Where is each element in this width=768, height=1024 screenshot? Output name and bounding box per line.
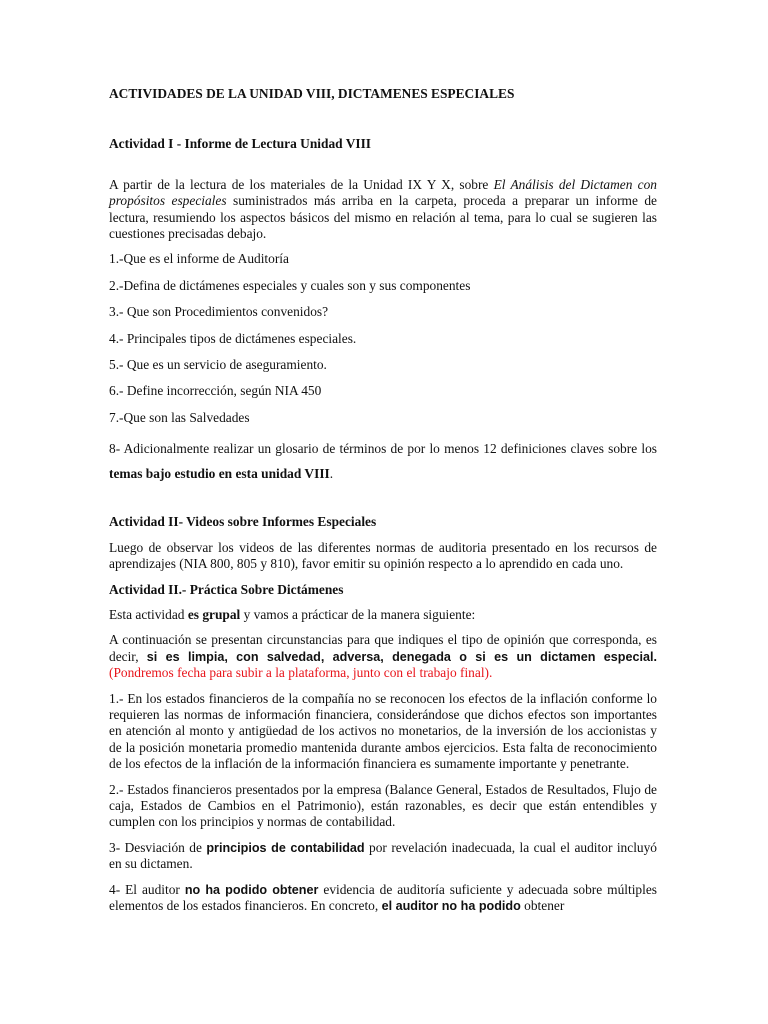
case-1: 1.- En los estados financieros de la compañía no se reconocen los efectos de la inflación conforme lo requieren las normas de información financiera, considerándose que dichos efectos son importantes en atención al monto y antigüedad de los activos no monetarios, de la inversión de los accionistas y de la posición monetaria promedio mantenida durante ambos ejercicios. Esta falta de reconocimiento de los efectos de la inflación de la información financiera es sumamente importante y penetrante. bbox=[109, 690, 657, 772]
activity-1-heading: Actividad I - Informe de Lectura Unidad VIII bbox=[109, 136, 371, 152]
activity-2-body: Luego de observar los videos de las diferentes normas de auditoria presentado en los recursos de aprendizajes (NIA 800, 805 y 810), favor emitir su opinión respecto a lo aprendido en cada uno. bbox=[109, 539, 657, 572]
activity-2-heading: Actividad II- Videos sobre Informes Especiales bbox=[109, 514, 377, 530]
intro-italic-title: El Análisis del Dictamen con propósitos especiales bbox=[109, 176, 657, 209]
document-body bbox=[109, 86, 657, 914]
question-1: 1.-Que es el informe de Auditoría bbox=[109, 251, 289, 267]
document-title: ACTIVIDADES DE LA UNIDAD VIII, DICTAMENES ESPECIALES bbox=[109, 86, 515, 101]
case-2: 2.- Estados financieros presentados por la empresa (Balance General, Estados de Resultados, Flujo de caja, Estados de Cambios en el Patrimonio), están razonables, es decir que están entendibles y cumplen con los principios y normas de contabilidad. bbox=[109, 781, 657, 830]
activity-3-heading: Actividad II.- Práctica Sobre Dictámenes bbox=[109, 581, 344, 597]
question-6: 6.- Define incorrección, según NIA 450 bbox=[109, 383, 322, 399]
activity-3-intro: Esta actividad es grupal y vamos a prácticar de la manera siguiente: bbox=[109, 606, 476, 622]
question-5: 5.- Que es un servicio de aseguramiento. bbox=[109, 357, 327, 373]
question-4: 4.- Principales tipos de dictámenes especiales. bbox=[109, 330, 357, 346]
question-8: 8- Adicionalmente realizar un glosario de términos de por lo menos 12 definiciones claves sobre los temas bajo estudio en esta unidad VIII. bbox=[109, 441, 657, 482]
case-3: 3- Desviación de principios de contabilidad por revelación inadecuada, la cual el auditor incluyó en su dictamen. bbox=[109, 839, 658, 872]
activity-3-instructions: A continuación se presentan circunstancias para que indiques el tipo de opinión que corresponda, es decir, si es limpia, con salvedad, adversa, denegada o si es un dictamen especial. (Pondremos fecha para subir a la plataforma, junto con el trabajo final). bbox=[109, 632, 658, 681]
activity-1-intro: A partir de la lectura de los materiales de la Unidad IX Y X, sobre El Análisis del Dictamen con propósitos especiales suministrados más arriba en la carpeta, proceda a preparar un informe de lectura, resumiendo los aspectos básicos del mismo en relación al tema, para lo cual se sugieren las cuestiones precisadas debajo. bbox=[109, 176, 657, 242]
opinion-types: si es limpia, con salvedad, adversa, denegada o si es un dictamen especial. bbox=[146, 649, 658, 664]
case-4: 4- El auditor no ha podido obtener evidencia de auditoría suficiente y adecuada sobre múltiples elementos de los estados financieros. En concreto, el auditor no ha podido obtener bbox=[109, 881, 657, 913]
question-7: 7.-Que son las Salvedades bbox=[109, 409, 250, 425]
deadline-note: (Pondremos fecha para subir a la plataforma, junto con el trabajo final). bbox=[109, 665, 493, 681]
question-3: 3.- Que son Procedimientos convenidos? bbox=[109, 304, 329, 320]
question-2: 2.-Defina de dictámenes especiales y cuales son y sus componentes bbox=[109, 277, 471, 293]
